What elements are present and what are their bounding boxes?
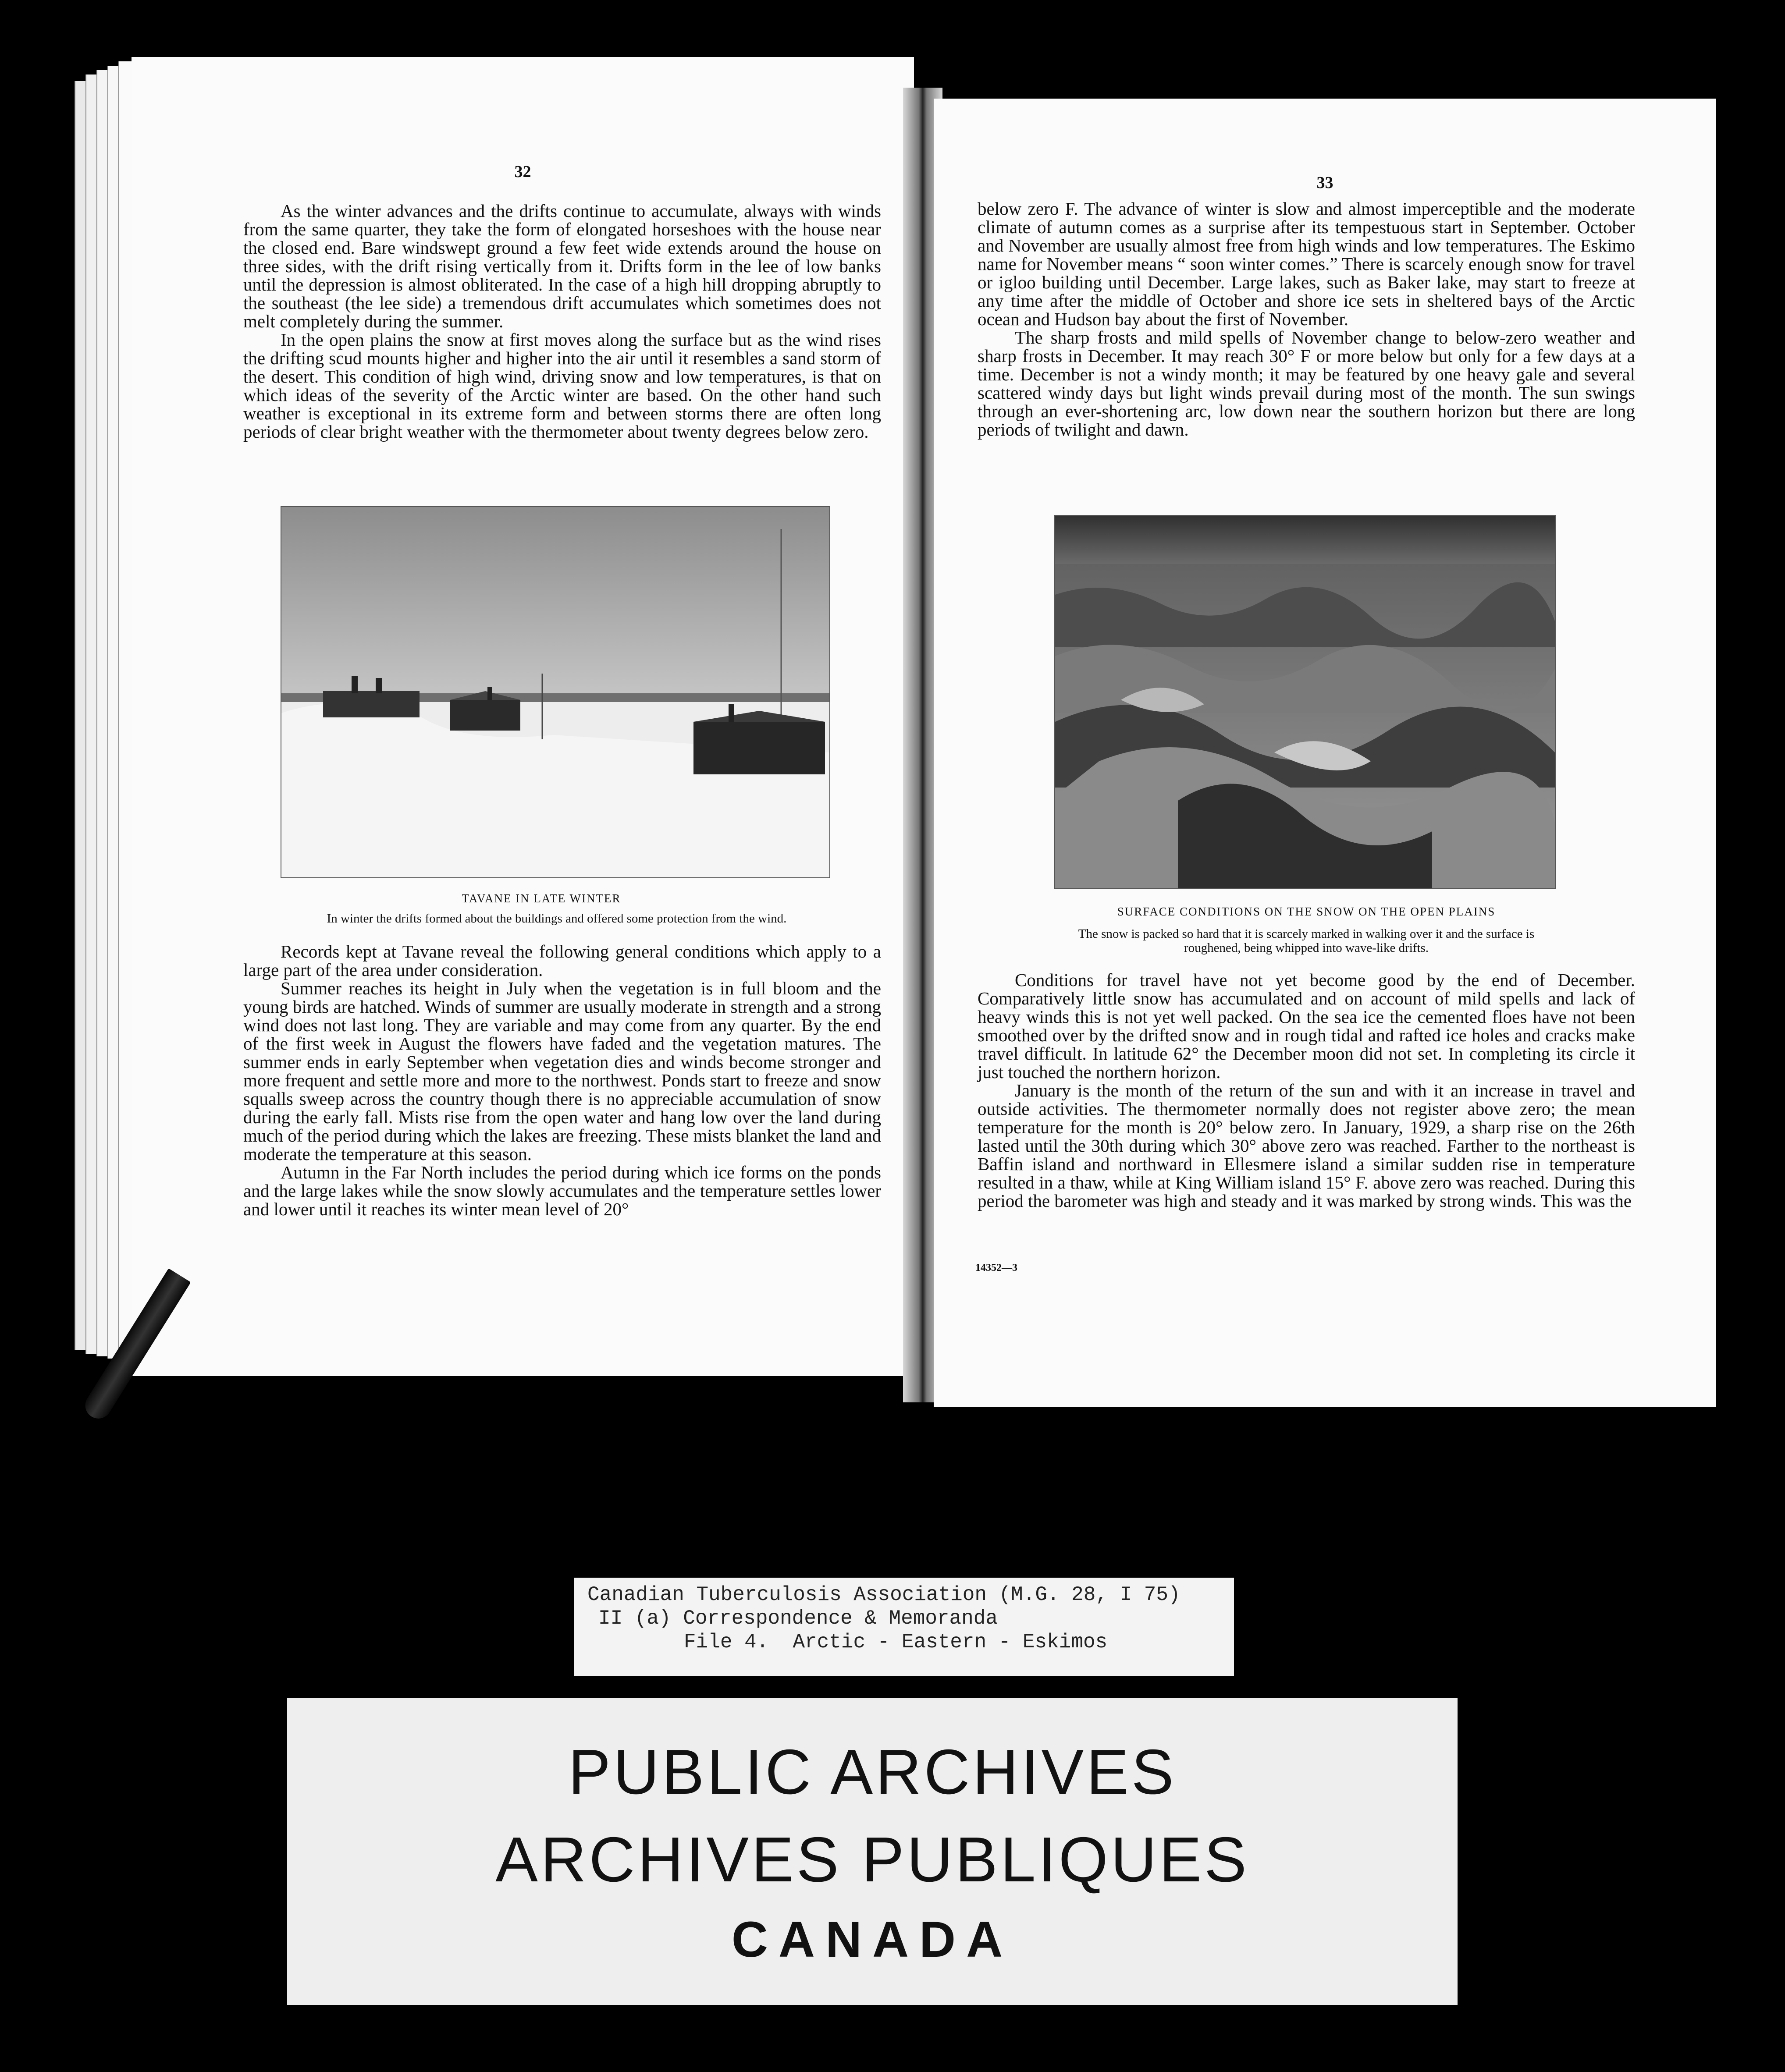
paragraph: January is the month of the return of the sun and with it an increase in travel and outside activities. The thermometer normally does not register above zero; the mean temperature for the month is 20° below zero. In January, 1929, a sharp rise on the 26th lasted until the 30th during which 30° above zero was reached. Farther to the northeast is Baffin island and northward in Ellesmere island a similar sudden rise in temperature resulted in a thaw, while at King William island 15° F. above zero was reached. During this period the barometer was high and steady and it was marked by strong winds. This was the [978,1080,1635,1211]
paragraph: Summer reaches its height in July when the vegetation is in full bloom and the young birds are hatched. Winds of summer are usually moderate in strength and a strong wind does not last long. They are variable and may come from any quarter. By the end of the first week in August the flowers have faded and the vegetation matures. The summer ends in early September when vegetation dies and winds become stronger and more frequent and settle more and more to the northwest. Ponds start to freeze and snow squalls sweep across the country though there is no appreciable accumulation of snow during the early fall. Mists rise from the open water and hang low over the land during much of the period during which the lakes are freezing. These mists blanket the land and moderate the temperature at this season. [243,978,881,1164]
file-label-card [574,1578,1234,1676]
figure-caption: In winter the drifts formed about the buildings and offered some protection from the wind. [327,912,787,926]
body-text-top [978,199,1635,439]
paragraph: The sharp frosts and mild spells of November change to below-zero weather and sharp frosts in December. It may reach 30° F or more below but only for a few days at a time. December is not a windy month; it may be featured by one heavy gale and several scattered windy days but light winds prevail during most of the month. The sun swings through an ever-shortening arc, low down near the southern horizon but there are long periods of twilight and dawn. [978,327,1635,440]
paragraph: In the open plains the snow at first moves along the surface but as the wind rises the drifting scud mounts higher and higher into the air until it resembles a sand storm of the desert. This condition of high wind, driving snow and low temperatures, is that on which ideas of the severity of the Arctic winter are based. On the other hand such weather is exceptional in its extreme form and between storms there are often long periods of clear bright weather with the thermometer about twenty degrees below zero. [243,330,881,442]
page-number: 33 [1316,174,1333,192]
body-text-top [243,202,881,441]
paragraph: Autumn in the Far North includes the period during which ice forms on the ponds and the large lakes while the snow slowly accumulates and the temperature settles lower and lower until it reaches its winter mean level of 20° [243,1162,881,1219]
archives-title-fr: ARCHIVES PUBLIQUES [495,1824,1249,1895]
paragraph: As the winter advances and the drifts continue to accumulate, always with winds from the same quarter, they take the form of elongated horseshoes with the house near the closed end. Bare windswept ground a few feet wide extends around the house on three sides, with the drift rising vertically from it. Drifts form in the lee of low banks until the depression is almost obliterated. In the case of a high hill dropping abruptly to the southeast (the lee side) a tremendous drift accumulates which sometimes does not melt completely during the summer. [243,201,881,331]
printer-signature-mark: 14352—3 [975,1262,1017,1274]
archives-country: CANADA [731,1912,1013,1968]
page-number: 32 [514,163,531,181]
paragraph: Conditions for travel have not yet become good by the end of December. Comparatively little snow has accumulated and on account of mild spells and lack of heavy winds this is not yet well packed. On the sea ice the cemented floes have not been smoothed over by the drifted snow and in rough tidal and rafted ice holes and cracks make travel difficult. In latitude 62° the December moon did not set. In completing its circle it just touched the northern horizon. [978,970,1635,1082]
figure-title: SURFACE CONDITIONS ON THE SNOW ON THE OPEN PLAINS [1117,905,1496,918]
photo-tavane-winter [281,506,830,878]
archives-title-en: PUBLIC ARCHIVES [568,1736,1177,1807]
body-text-bottom [978,971,1635,1210]
file-label-line: II (a) Correspondence & Memoranda [598,1607,998,1630]
paragraph: below zero F. The advance of winter is slow and almost imperceptible and the moderate climate of autumn comes as a surprise after its tempestuous start in September. October and November are usually almost free from high winds and low temperatures. The Eskimo name for November means “ soon winter comes.” There is scarcely enough snow for travel or igloo building until December. Large lakes, such as Baker lake, may start to freeze at any time after the middle of October and shore ice sets in sheltered bays of the Arctic ocean and Hudson bay about the first of November. [978,199,1635,329]
figure-title: TAVANE IN LATE WINTER [462,892,621,905]
paragraph: Records kept at Tavane reveal the following general conditions which apply to a large part of the area under consideration. [243,941,881,980]
photo-snow-surface [1054,515,1556,889]
file-label-line: Canadian Tuberculosis Association (M.G. 28, I 75) [587,1583,1181,1606]
right-page [934,99,1716,1407]
file-label-line: File 4. Arctic - Eastern - Eskimos [684,1631,1108,1653]
archives-card [287,1698,1458,2005]
figure-caption: The snow is packed so hard that it is scarcely marked in walking over it and the surface is roughened, being whipped into wave-like drifts. [1078,927,1535,955]
left-page [132,57,914,1376]
body-text-bottom [243,942,881,1218]
